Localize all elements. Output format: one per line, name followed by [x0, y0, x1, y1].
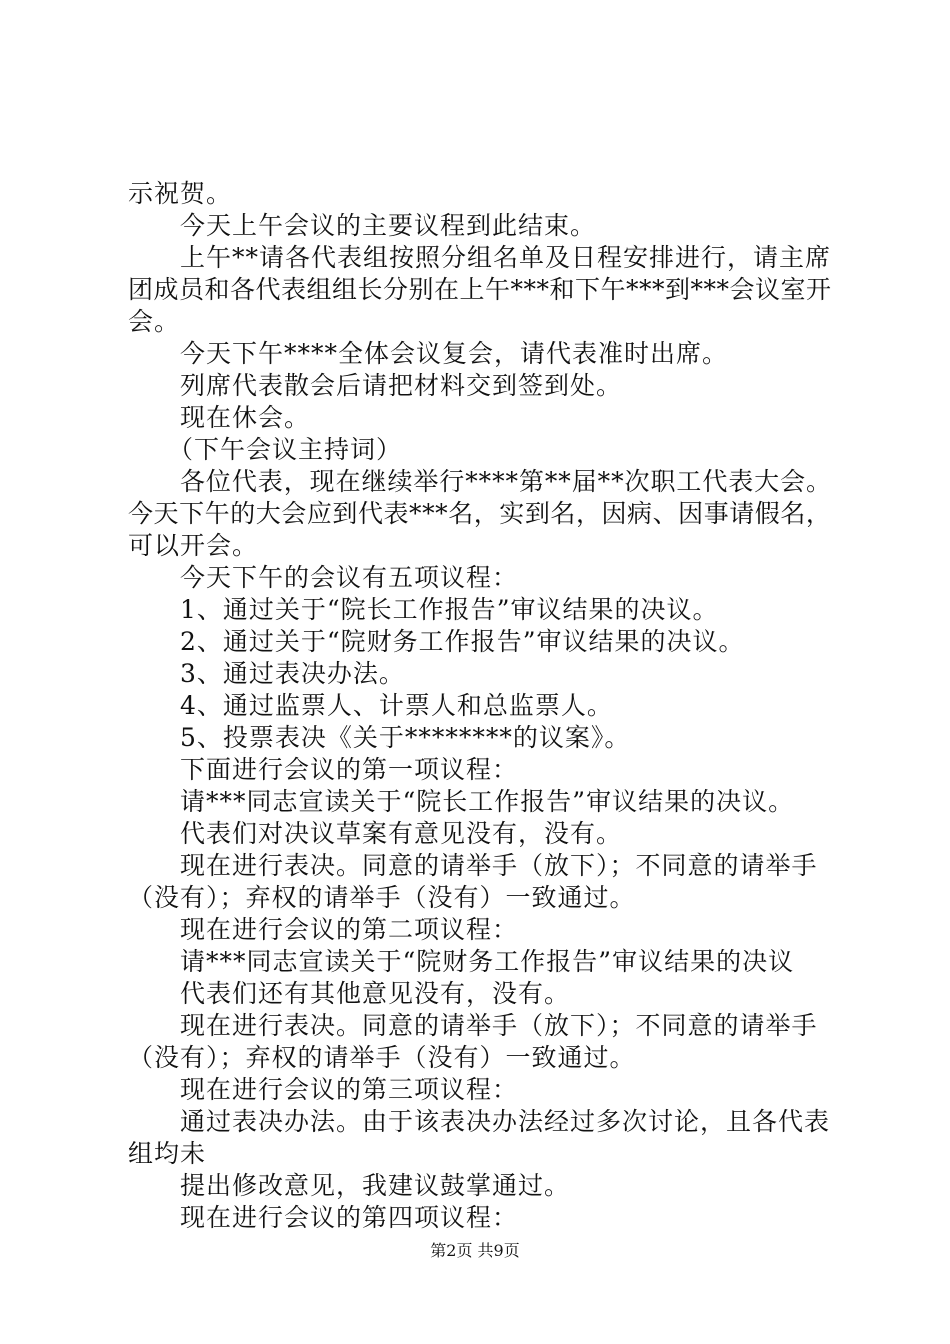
text-line: 代表们还有其他意见没有，没有。 [180, 979, 571, 1008]
text-line: （没有）；弃权的请举手（没有）一致通过。 [128, 883, 636, 912]
text-line: 现在进行会议的第二项议程： [180, 915, 519, 944]
agenda-item: 3、通过表决办法。 [180, 659, 405, 688]
text-line: 各位代表，现在继续举行****第**届**次职工代表大会。 [180, 467, 832, 496]
text-line: 现在进行会议的第三项议程： [180, 1075, 519, 1104]
agenda-item: 1、通过关于“院长工作报告”审议结果的决议。 [180, 595, 719, 624]
text-line: 团成员和各代表组组长分别在上午***和下午***到***会议室开 [128, 275, 832, 304]
text-line: 会。 [128, 307, 181, 336]
page-number-footer: 第2页 共9页 [430, 1241, 520, 1260]
text-line: 组均未 [128, 1139, 207, 1168]
text-line: 今天下午的会议有五项议程： [180, 563, 519, 592]
text-line: 列席代表散会后请把材料交到签到处。 [180, 371, 623, 400]
text-line: 现在休会。 [180, 403, 311, 432]
text-line: 提出修改意见，我建议鼓掌通过。 [180, 1171, 571, 1200]
text-line: 现在进行表决。同意的请举手（放下）；不同意的请举手 [180, 1011, 818, 1040]
text-line: 今天下午****全体会议复会，请代表准时出席。 [180, 339, 729, 368]
text-line: 现在进行会议的第四项议程： [180, 1203, 519, 1232]
agenda-item: 4、通过监票人、计票人和总监票人。 [180, 691, 613, 720]
text-line: 请***同志宣读关于“院长工作报告”审议结果的决议。 [180, 787, 795, 816]
text-line: 代表们对决议草案有意见没有，没有。 [180, 819, 623, 848]
text-line: 上午**请各代表组按照分组名单及日程安排进行，请主席 [180, 243, 832, 272]
text-line: 通过表决办法。由于该表决办法经过多次讨论，且各代表 [180, 1107, 831, 1136]
text-line: （没有）；弃权的请举手（没有）一致通过。 [128, 1043, 636, 1072]
text-line: 下面进行会议的第一项议程： [180, 755, 519, 784]
text-line: 现在进行表决。同意的请举手（放下）；不同意的请举手 [180, 851, 818, 880]
text-line: 请***同志宣读关于“院财务工作报告”审议结果的决议 [180, 947, 795, 976]
text-line: 今天上午会议的主要议程到此结束。 [180, 211, 597, 240]
text-line: 可以开会。 [128, 531, 259, 560]
agenda-item: 5、投票表决《关于********的议案》。 [180, 723, 631, 752]
text-line: 示祝贺。 [128, 179, 233, 208]
section-heading: （下午会议主持词） [168, 435, 403, 464]
text-line: 今天下午的大会应到代表***名，实到名，因病、因事请假名， [128, 499, 832, 528]
agenda-item: 2、通过关于“院财务工作报告”审议结果的决议。 [180, 627, 745, 656]
